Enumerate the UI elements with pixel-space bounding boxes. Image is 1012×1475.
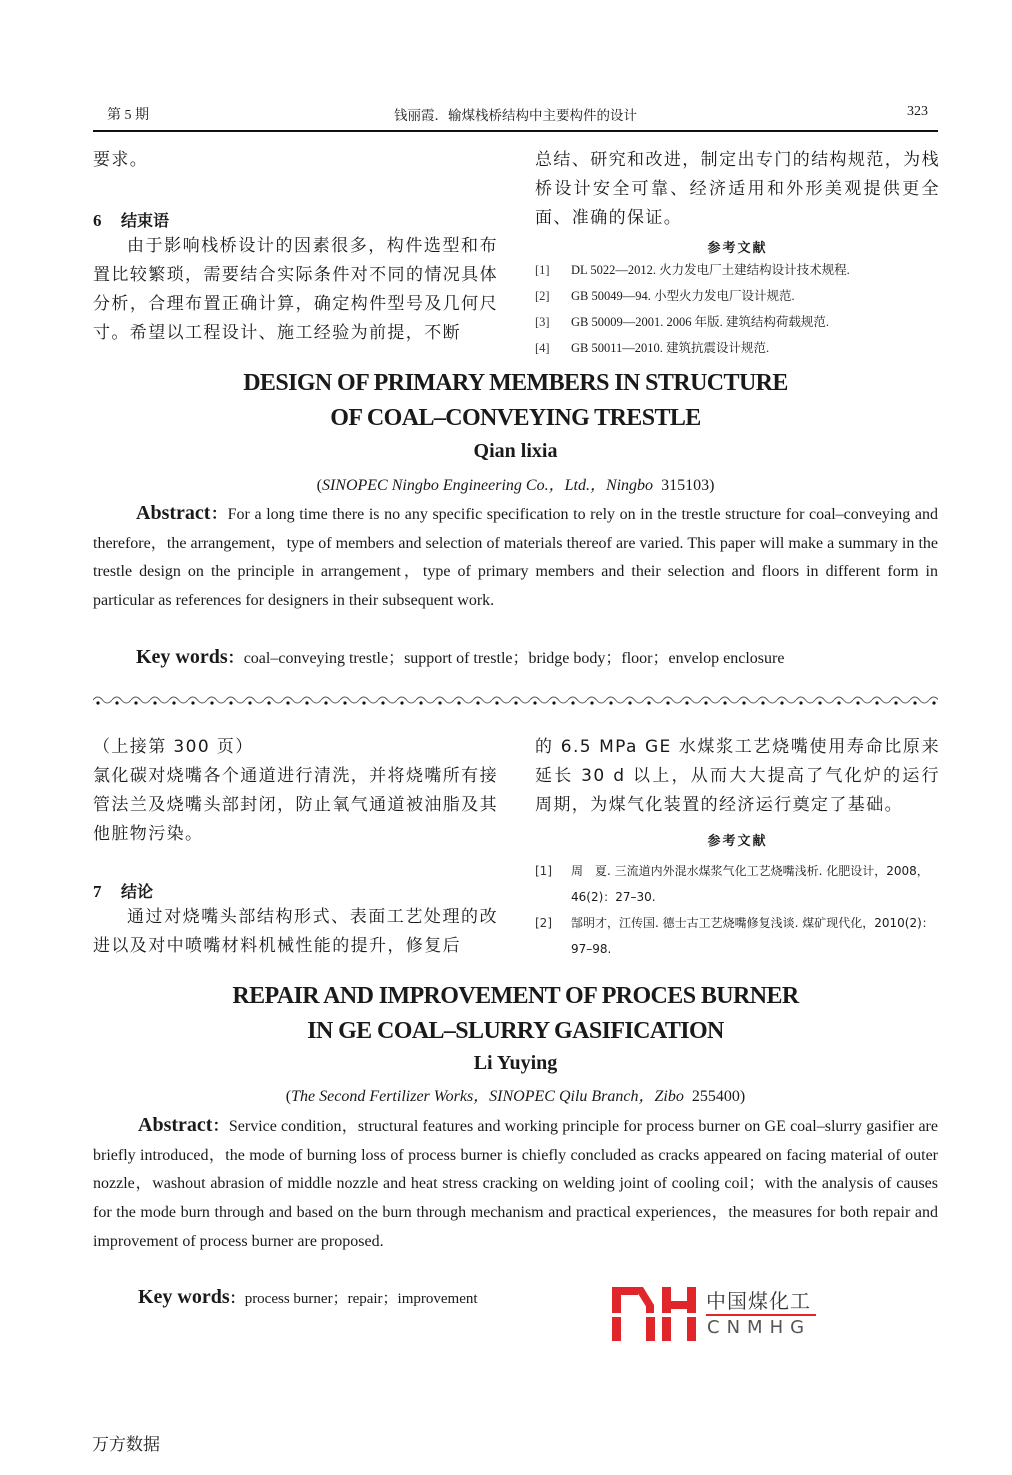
title-line-2: OF COAL–CONVEYING TRESTLE [330,405,701,431]
section-number: 7 [93,882,102,901]
reference-item: [2] GB 50049—94. 小型火力发电厂设计规范. [535,289,795,303]
abstract-text: Service condition，structural features and working principle for process burner on GE coal–slurry gasifier are briefly introduced，the mode of burning loss of process burner is chiefly concluded as cracks appeared on facing material of outer nozzle，washout abrasion of middle nozzle and heat stress cracking on welding joint of cooling coil；with the analysis of causes for the mode burn through and based on the burn through mechanism and practical experiences，the measures for both repair and improvement of process burner are proposed. [93,1118,938,1250]
running-title: 钱丽霞．输煤栈桥结构中主要构件的设计 [394,108,637,124]
section-title: 结束语 [121,211,170,230]
reference-item: [1] 周 夏. 三流道内外混水煤浆气化工艺烧嘴浅析. 化肥设计，2008，46(2)：27–30. [535,864,929,904]
article2-right-paragraph: 的 6.5 MPa GE 水煤浆工艺烧嘴使用寿命比原来延长 30 d 以上，从而大大提高了气化炉的运行周期，为煤气化装置的经济运行奠定了基础。 [535,737,940,815]
mh-logo-icon [610,1283,700,1343]
reference-item: [4] GB 50011—2010. 建筑抗震设计规范. [535,341,770,355]
keywords-text: process burner；repair；improvement [244,1291,478,1307]
title-line-1: DESIGN OF PRIMARY MEMBERS IN STRUCTURE [243,370,788,396]
reference-item: [2] 郜明才，江传国. 德士古工艺烧嘴修复浅谈. 煤矿现代化，2010(2)：97–98. [535,916,934,956]
article1-author: Qian lixia [473,440,558,462]
article2-abstract: Abstract：Service condition，structural features and working principle for process burner on GE coal–slurry gasifier are briefly introduced，the mode of burning loss of process burner is chiefly concluded as cracks appeared on facing material of outer nozzle，washout abrasion of middle nozzle and heat stress cracking on welding joint of cooling coil；with the analysis of causes for the mode burn through and based on the burn through mechanism and practical experiences，the measures for both repair and improvement of process burner are proposed. [93,1114,938,1250]
article2-section-heading [93,879,498,902]
article1-reference-list [535,257,940,361]
section-title: 结论 [121,882,154,901]
affiliation-postcode: 315103 [661,477,710,494]
affiliation-name: The Second Fertilizer Works，SINOPEC Qilu Branch，Zibo [291,1088,684,1105]
affiliation-postcode: 255400 [691,1088,740,1105]
article2-left-paragraph-1: 氯化碳对烧嘴各个通道进行清洗，并将烧嘴所有接管法兰及烧嘴头部封闭，防止氧气通道被油脂及其他脏物污染。 [93,766,498,844]
logo-underline [706,1314,816,1316]
wanfang-watermark: 万方数据 [92,1435,160,1455]
reference-item: [1] DL 5022—2012. 火力发电厂土建结构设计技术规程. [535,263,850,277]
article2-author: Li Yuying [473,1052,558,1074]
article1-section-heading [93,208,498,231]
title-line-2: IN GE COAL–SLURRY GASIFICATION [307,1018,724,1044]
logo-latin-text: CNMHG [707,1317,812,1338]
article1-abstract: Abstract：For a long time there is no any specific specification to rely on in the trestle structure for coal–conveying and therefore，the arrangement，type of members and selection of materials thereof are varied. This paper will make a summary in the trestle design on the principle in arrangement，type of primary members and their selection and floors in different form in particular as references for designers in their subsequent work. [93,502,938,610]
title-line-1: REPAIR AND IMPROVEMENT OF PROCES BURNER [232,983,799,1009]
abstract-text: For a long time there is no any specific specification to rely on in the trestle structure for coal–conveying and therefore，the arrangement，type of members and selection of materials thereof are varied. This paper will make a summary in the trestle design on the principle in arrangement，type of primary members and their selection and floors in different form in particular as references for designers in their subsequent work. [93,506,938,610]
article2-affiliation: (The Second Fertilizer Works，SINOPEC Qilu Branch，Zibo 255400) [285,1088,746,1105]
abstract-label: Abstract [136,502,211,524]
keywords-label: Key words [136,646,228,668]
header-rule [93,130,938,132]
reference-item: [3] GB 50009—2001. 2006 年版. 建筑结构荷载规范. [535,315,829,329]
running-header [93,100,938,126]
article2-english-title [93,979,938,1049]
article1-right-paragraph: 总结、研究和改进，制定出专门的结构规范，为栈桥设计安全可靠、经济适用和外形美观提供更全面、准确的保证。 [535,150,940,228]
affiliation-name: SINOPEC Ningbo Engineering Co.，Ltd.，Ningbo [321,477,654,494]
keywords-label: Key words [138,1286,230,1308]
article2-continued-note: （上接第 300 页） [93,737,254,757]
article2-reference-list [535,858,940,962]
wave-divider [93,693,938,707]
section-number: 6 [93,211,102,230]
article1-carryover: 要求。 [93,150,149,170]
article1-english-title [93,366,938,436]
article2-keywords: Key words：process burner；repair；improvement [138,1286,478,1308]
issue-number: 第 5 期 [107,108,149,123]
article1-affiliation: (SINOPEC Ningbo Engineering Co.，Ltd.，Ningbo 315103) [316,477,715,494]
cnmhg-logo [610,1283,820,1345]
article2-conclusion-paragraph: 通过对烧嘴头部结构形式、表面工艺处理的改进以及对中喷嘴材料机械性能的提升，修复后 [93,907,498,956]
article1-keywords: Key words：coal–conveying trestle；support of trestle；bridge body；floor；envelop enclosure [136,646,785,668]
article1-conclusion-paragraph: 由于影响栈桥设计的因素很多，构件选型和布置比较繁琐，需要结合实际条件对不同的情况具体分析，合理布置正确计算，确定构件型号及几何尺寸。希望以工程设计、施工经验为前提，不断 [93,236,498,343]
page-number: 323 [907,104,928,119]
article2-references-title: 参考文献 [707,834,768,849]
logo-chinese-text: 中国煤化工 [706,1289,811,1313]
article1-references-title: 参考文献 [707,241,768,256]
keywords-text: coal–conveying trestle；support of trestle；bridge body；floor；envelop enclosure [243,650,785,667]
abstract-label: Abstract [138,1114,213,1136]
